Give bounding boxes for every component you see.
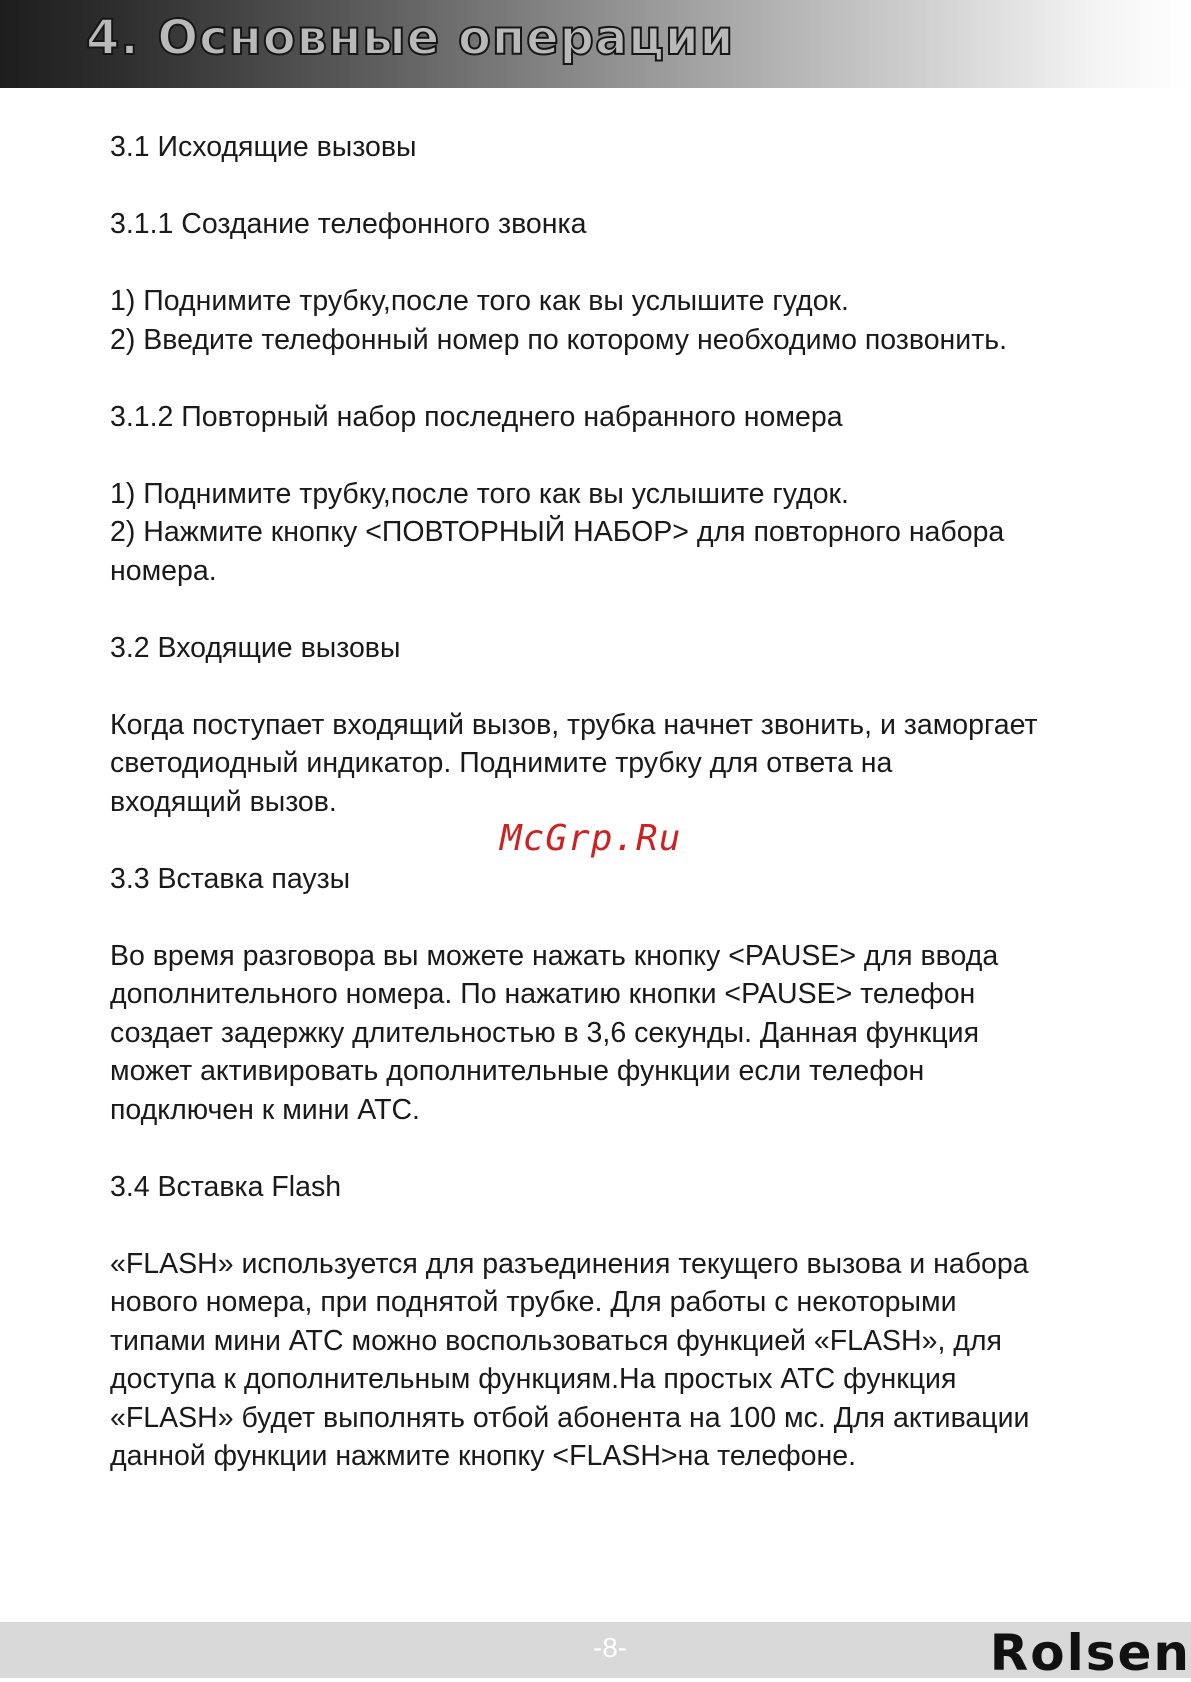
section-3-4-heading: 3.4 Вставка Flash [110, 1170, 342, 1203]
page-title: 4. Основные операции [86, 10, 735, 66]
section-3-3-text-line1: Во время разговора вы можете нажать кнопку <PAUSE> для ввода [110, 939, 999, 972]
section-3-4-text-line4: доступа к дополнительным функциям.На простых АТС функция [110, 1363, 957, 1395]
section-3-3-text-line5: подключен к мини АТС. [110, 1093, 420, 1126]
section-3-4-text-line5: «FLASH» будет выполнять отбой абонента на 100 мс. Для активации [110, 1401, 1030, 1434]
section-3-4-text-line6: данной функции нажмите кнопку <FLASH>на телефоне. [110, 1440, 857, 1472]
step-3-1-2-1: 1) Поднимите трубку,после того как вы услышите гудок. [110, 477, 849, 510]
document-body [110, 128, 1170, 1476]
step-3-1-1-2: 2) Введите телефонный номер по которому необходимо позвонить. [110, 323, 1008, 356]
section-3-4-text-line2: нового номера, при поднятой трубке. Для работы с некоторыми [110, 1286, 957, 1318]
section-3-3-text-line2: дополнительного номера. По нажатию кнопки <PAUSE> телефон [110, 978, 976, 1010]
section-3-2-heading: 3.2 Входящие вызовы [110, 631, 401, 664]
section-3-2-text-line2: светодиодный индикатор. Поднимите трубку для ответа на [110, 747, 893, 779]
page-number: -8- [592, 1632, 628, 1663]
section-3-1-2-heading: 3.1.2 Повторный набор последнего набранного номера [110, 400, 843, 433]
step-3-1-1-1: 1) Поднимите трубку,после того как вы услышите гудок. [110, 285, 849, 317]
brand-logo: Rolsen [989, 1624, 1191, 1682]
section-3-2-text-line3: входящий вызов. [110, 785, 337, 818]
watermark-text: McGrp.Ru [500, 818, 682, 859]
footer-bar [0, 1622, 1191, 1682]
section-3-3-text-line3: создает задержку длительностью в 3,6 секунды. Данная функция [110, 1016, 980, 1049]
section-3-4-text-line1: «FLASH» используется для разъединения текущего вызова и набора [110, 1247, 1029, 1280]
section-3-2-text-line1: Когда поступает входящий вызов, трубка начнет звонить, и заморгает [110, 708, 1038, 741]
section-3-3-text-line4: может активировать дополнительные функции если телефон [110, 1055, 925, 1087]
section-3-1-1-heading: 3.1.1 Создание телефонного звонка [110, 208, 587, 240]
step-3-1-2-2-line1: 2) Нажмите кнопку <ПОВТОРНЫЙ НАБОР> для повторного набора [110, 516, 1005, 548]
step-3-1-2-2-line2: номера. [110, 554, 217, 587]
header-bar [0, 0, 1191, 88]
section-3-1-heading: 3.1 Исходящие вызовы [110, 131, 417, 163]
section-3-4-text-line3: типами мини АТС можно воспользоваться функцией «FLASH», для [110, 1324, 1002, 1357]
section-3-3-heading: 3.3 Вставка паузы [110, 862, 351, 895]
